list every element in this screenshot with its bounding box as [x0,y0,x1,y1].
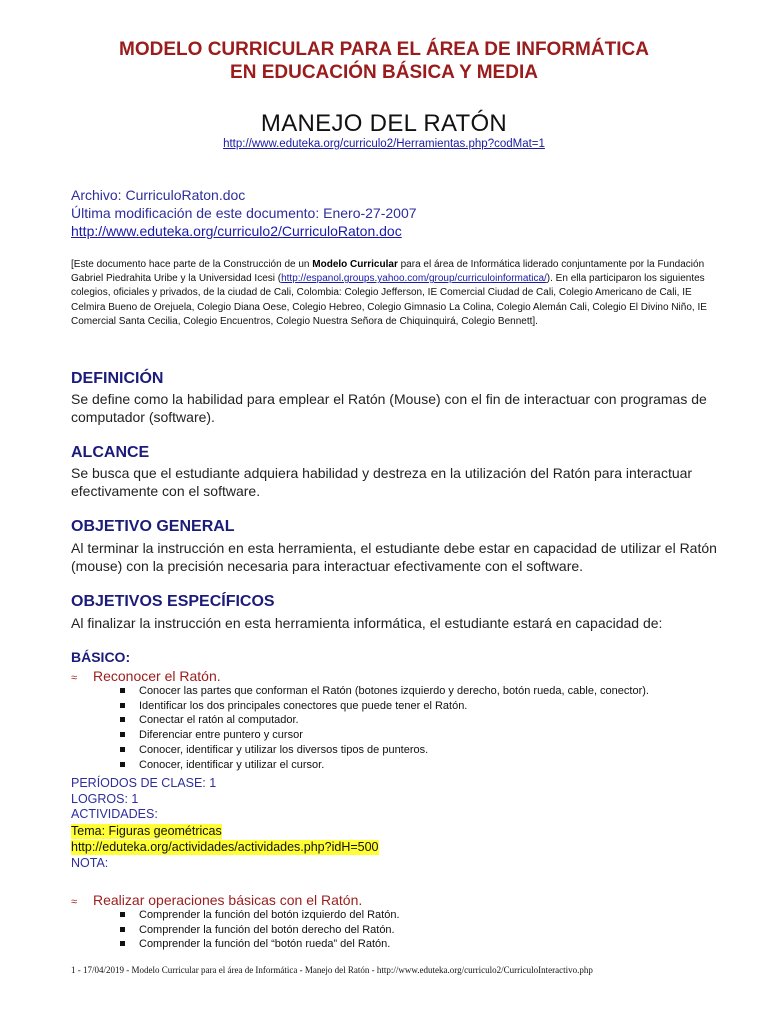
list-item: Identificar los dos principales conectores que puede tener el Ratón. [120,699,649,714]
objective-item-2-label: Realizar operaciones básicas con el Ratón. [93,892,363,908]
logros-text: LOGROS: 1 [71,792,139,806]
basico-label: BÁSICO: [71,649,131,665]
note-part1: [Este documento hace parte de la Construcción de un [71,259,313,270]
heading-objetivo-general: OBJETIVO GENERAL [71,518,235,535]
document-title-line1: MODELO CURRICULAR PARA EL ÁREA DE INFORMÁTICA [119,39,649,60]
list-item: Conocer las partes que conforman el Ratón (botones izquierdo y derecho, botón rueda, cable, conector). [120,684,649,699]
objetivo-general-text: Al terminar la instrucción en esta herramienta, el estudiante debe estar en capacidad de utilizar el Ratón (mouse) con la precisión necesaria para interactuar efectivamente con el software. [71,540,717,574]
tema-text: Tema: Figuras geométricas [71,824,222,838]
heading-definicion: DEFINICIÓN [71,370,164,387]
item1-sublist [120,684,649,772]
list-item: Comprender la función del botón derecho del Ratón. [120,923,400,938]
list-item: Conocer, identificar y utilizar el cursor. [120,758,649,773]
document-title-line2: EN EDUCACIÓN BÁSICA Y MEDIA [230,62,538,83]
approx-bullet-icon: ≈ [71,672,78,684]
page-subtitle: MANEJO DEL RATÓN [260,110,508,137]
heading-objetivos-especificos: OBJETIVOS ESPECÍFICOS [71,593,275,610]
objetivos-especificos-text: Al finalizar la instrucción en esta herramienta informática, el estudiante estará en capacidad de: [71,615,663,631]
list-item: Conocer, identificar y utilizar los diversos tipos de punteros. [120,743,649,758]
note-part2: para el área de Informática liderado conjuntamente por la Fundación Gabriel Piedrahita Uribe y la Universidad Icesi ( [71,259,705,285]
list-item: Diferenciar entre puntero y cursor [120,728,649,743]
list-item: Comprender la función del botón izquierdo del Ratón. [120,908,400,923]
definicion-text: Se define como la habilidad para emplear el Ratón (Mouse) con el fin de interactuar con programas de computador (software). [71,391,707,425]
project-note [71,258,711,329]
tema-link[interactable]: http://eduteka.org/actividades/actividades.php?idH=500 [71,840,379,854]
nota-text: NOTA: [71,856,109,870]
alcance-text: Se busca que el estudiante adquiera habilidad y destreza en la utilización del Ratón para interactuar efectivamente con el software. [71,465,693,499]
heading-alcance: ALCANCE [71,444,150,461]
yahoo-group-link[interactable]: http://espanol.groups.yahoo.com/group/curriculoinformatica/ [281,273,547,285]
item2-sublist [120,908,400,952]
modificacion-text: Última modificación de este documento: Enero-27-2007 [71,205,417,221]
list-item: Conectar el ratón al computador. [120,713,649,728]
list-item: Comprender la función del “botón rueda” del Ratón. [120,937,400,952]
approx-bullet-icon: ≈ [71,896,78,908]
note-bold: Modelo Curricular [312,259,398,270]
archivo-text: Archivo: CurriculoRaton.doc [71,187,246,203]
note-part3: ). En ella participaron los siguientes colegios, oficiales y privados, de la ciudad de Cali, Colombia: Colegio Jefferson, IE Comercial Ciudad de Cali, Colegio Americano de Cali, IE Celmira Bueno de Orejuela, Colegio Diana Oese, Colegio Hebreo, Colegio Gimnasio La Colina, Colegio Alemán Cali, Colegio El Divino Niño, IE Comercial Santa Cecilia, Colegio Encuentros, Colegio Nuestra Señora de Chiquinquirá, Colegio Bennett]. [71,273,707,327]
herramientas-link[interactable]: http://www.eduteka.org/curriculo2/Herramientas.php?codMat=1 [223,138,545,150]
objective-item-2 [71,892,362,908]
document-link[interactable]: http://www.eduteka.org/curriculo2/CurriculoRaton.doc [71,223,402,239]
objective-item-1 [71,668,221,684]
objective-item-1-label: Reconocer el Ratón. [93,668,221,684]
periodos-text: PERÍODOS DE CLASE: 1 [71,776,217,790]
page-footer: 1 - 17/04/2019 - Modelo Curricular para el área de Informática - Manejo del Ratón - http://www.eduteka.org/curriculo2/CurriculoInteractivo.php [71,965,593,975]
actividades-text: ACTIVIDADES: [71,807,158,821]
